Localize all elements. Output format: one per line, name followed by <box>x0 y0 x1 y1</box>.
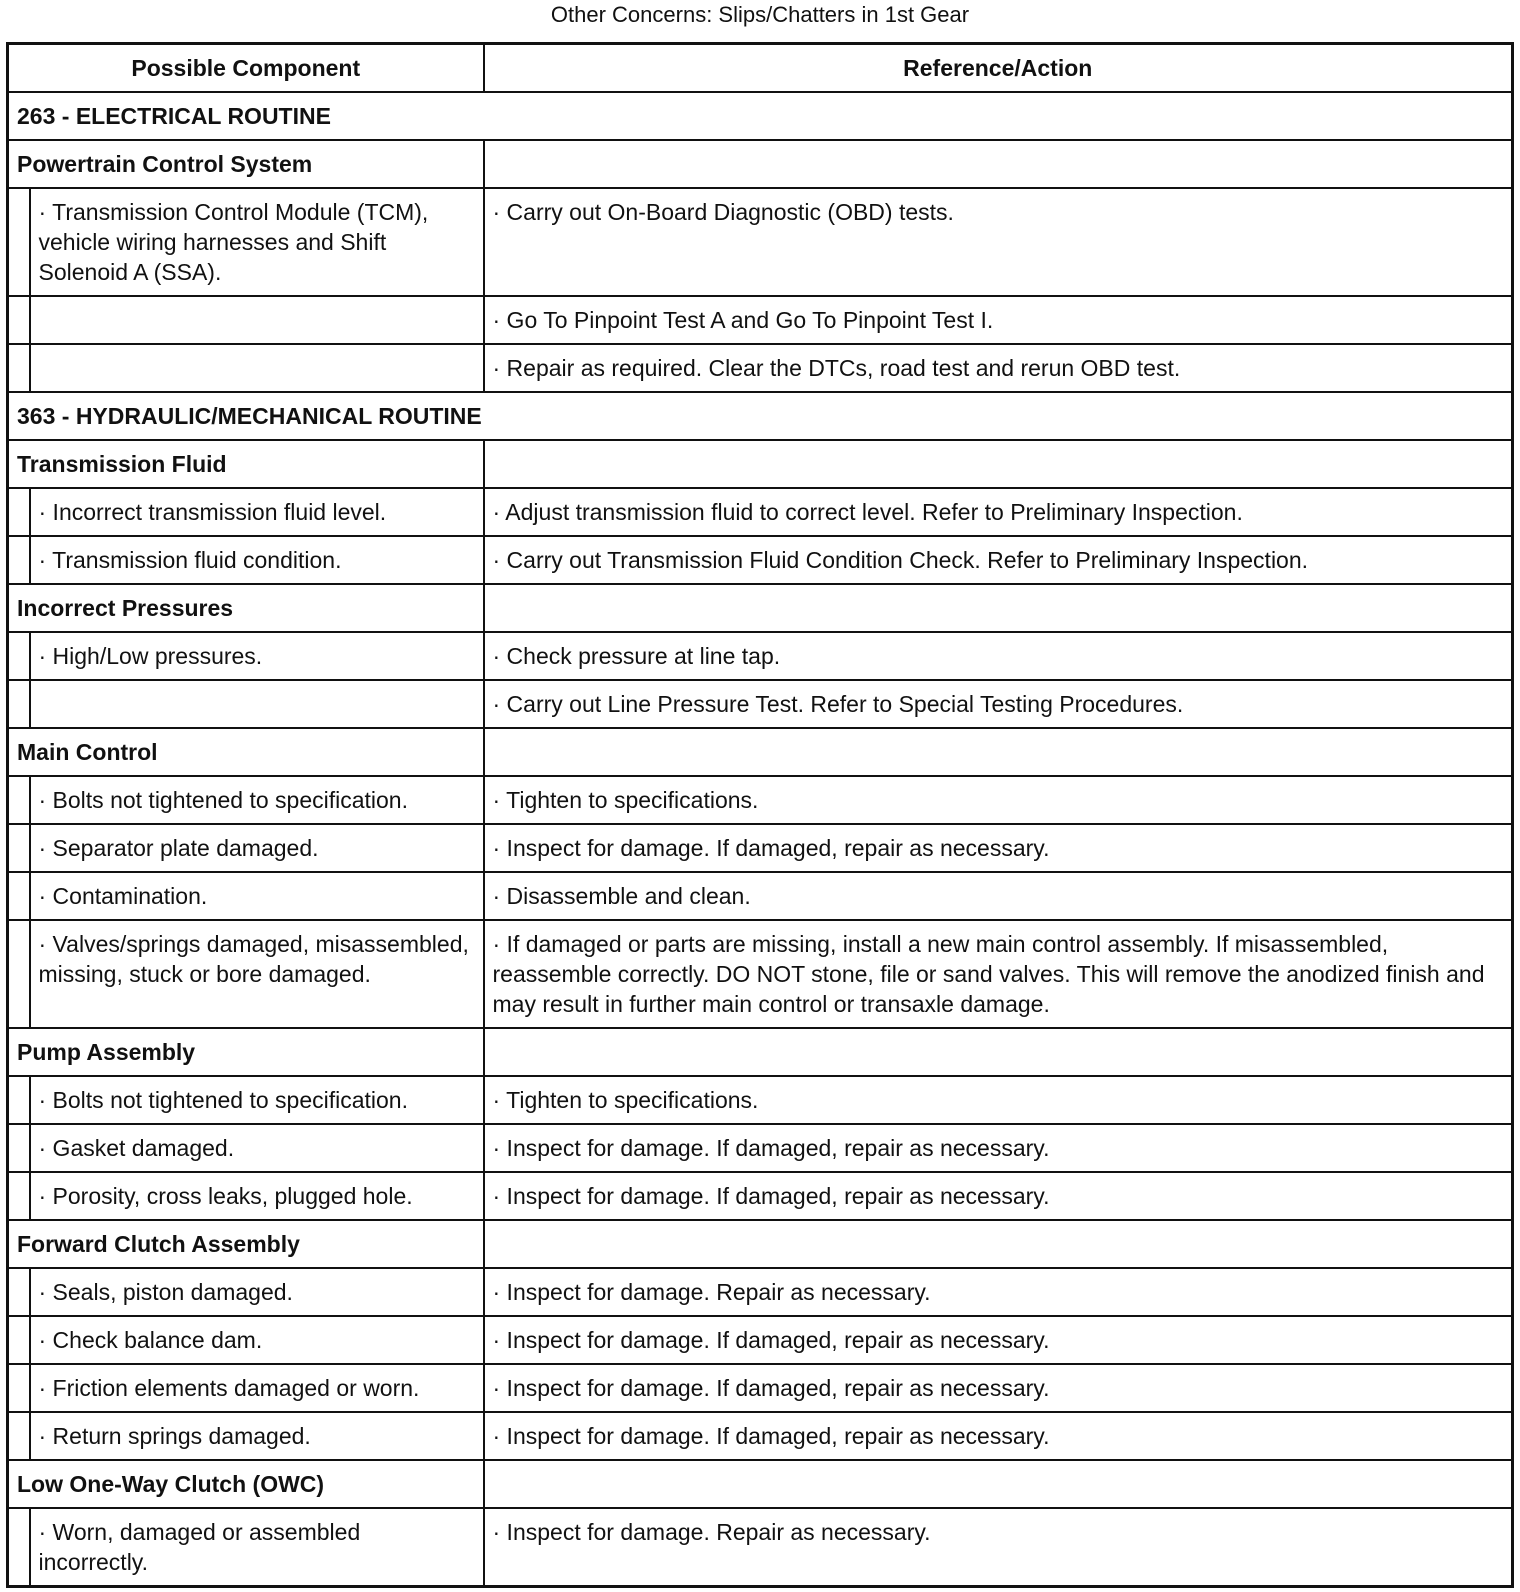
category-title: Main Control <box>8 728 484 776</box>
indent-cell <box>8 488 30 536</box>
category-title: Forward Clutch Assembly <box>8 1220 484 1268</box>
category-row <box>8 1220 1513 1268</box>
category-action-cell <box>484 584 1513 632</box>
category-action-cell <box>484 1028 1513 1076</box>
action-cell: · Inspect for damage. If damaged, repair as necessary. <box>484 1364 1513 1412</box>
indent-cell <box>8 1172 30 1220</box>
indent-cell <box>8 824 30 872</box>
component-cell: · Contamination. <box>30 872 484 920</box>
action-cell: · Inspect for damage. Repair as necessary. <box>484 1268 1513 1316</box>
table-row <box>8 1172 1513 1220</box>
table-row <box>8 536 1513 584</box>
table-row <box>8 1124 1513 1172</box>
indent-cell <box>8 1316 30 1364</box>
table-body <box>8 92 1513 1587</box>
indent-cell <box>8 1508 30 1587</box>
component-cell: · Seals, piston damaged. <box>30 1268 484 1316</box>
table-row <box>8 872 1513 920</box>
action-cell: · Carry out Transmission Fluid Condition Check. Refer to Preliminary Inspection. <box>484 536 1513 584</box>
section-row <box>8 92 1513 140</box>
diagnosis-table <box>6 42 1514 1588</box>
action-cell: · Inspect for damage. If damaged, repair as necessary. <box>484 1316 1513 1364</box>
category-action-cell <box>484 140 1513 188</box>
component-cell: · High/Low pressures. <box>30 632 484 680</box>
table-row <box>8 1508 1513 1587</box>
component-cell: · Porosity, cross leaks, plugged hole. <box>30 1172 484 1220</box>
table-header-row <box>8 44 1513 93</box>
table-row <box>8 680 1513 728</box>
action-cell: · Go To Pinpoint Test A and Go To Pinpoint Test I. <box>484 296 1513 344</box>
table-row <box>8 1268 1513 1316</box>
action-cell: · Carry out On-Board Diagnostic (OBD) tests. <box>484 188 1513 296</box>
component-cell <box>30 680 484 728</box>
component-cell: · Friction elements damaged or worn. <box>30 1364 484 1412</box>
table-row <box>8 344 1513 392</box>
table-row <box>8 296 1513 344</box>
indent-cell <box>8 632 30 680</box>
category-row <box>8 140 1513 188</box>
category-row <box>8 440 1513 488</box>
component-cell <box>30 296 484 344</box>
action-cell: · Check pressure at line tap. <box>484 632 1513 680</box>
action-cell: · Adjust transmission fluid to correct level. Refer to Preliminary Inspection. <box>484 488 1513 536</box>
table-row <box>8 1076 1513 1124</box>
category-title: Powertrain Control System <box>8 140 484 188</box>
action-cell: · Inspect for damage. Repair as necessary. <box>484 1508 1513 1587</box>
indent-cell <box>8 188 30 296</box>
action-cell: · Inspect for damage. If damaged, repair as necessary. <box>484 1124 1513 1172</box>
table-row <box>8 632 1513 680</box>
indent-cell <box>8 1412 30 1460</box>
indent-cell <box>8 1124 30 1172</box>
indent-cell <box>8 296 30 344</box>
header-possible-component: Possible Component <box>8 44 484 93</box>
component-cell: · Transmission Control Module (TCM), vehicle wiring harnesses and Shift Solenoid A (SSA). <box>30 188 484 296</box>
category-action-cell <box>484 1220 1513 1268</box>
section-title: 363 - HYDRAULIC/MECHANICAL ROUTINE <box>8 392 1513 440</box>
indent-cell <box>8 536 30 584</box>
header-reference-action: Reference/Action <box>484 44 1513 93</box>
component-cell: · Separator plate damaged. <box>30 824 484 872</box>
section-row <box>8 392 1513 440</box>
category-title: Pump Assembly <box>8 1028 484 1076</box>
component-cell: · Return springs damaged. <box>30 1412 484 1460</box>
indent-cell <box>8 776 30 824</box>
component-cell: · Gasket damaged. <box>30 1124 484 1172</box>
category-row <box>8 1028 1513 1076</box>
action-cell: · Repair as required. Clear the DTCs, road test and rerun OBD test. <box>484 344 1513 392</box>
table-row <box>8 1316 1513 1364</box>
section-title: 263 - ELECTRICAL ROUTINE <box>8 92 1513 140</box>
component-cell: · Check balance dam. <box>30 1316 484 1364</box>
component-cell: · Incorrect transmission fluid level. <box>30 488 484 536</box>
action-cell: · If damaged or parts are missing, install a new main control assembly. If misassembled, reassemble correctly. DO NOT stone, file or sand valves. This will remove the anodized finish and may result in further main control or transaxle damage. <box>484 920 1513 1028</box>
table-row <box>8 1364 1513 1412</box>
action-cell: · Inspect for damage. If damaged, repair as necessary. <box>484 1412 1513 1460</box>
component-cell <box>30 344 484 392</box>
table-row <box>8 1412 1513 1460</box>
category-row <box>8 728 1513 776</box>
action-cell: · Carry out Line Pressure Test. Refer to Special Testing Procedures. <box>484 680 1513 728</box>
table-row <box>8 824 1513 872</box>
action-cell: · Inspect for damage. If damaged, repair as necessary. <box>484 824 1513 872</box>
category-action-cell <box>484 440 1513 488</box>
action-cell: · Inspect for damage. If damaged, repair as necessary. <box>484 1172 1513 1220</box>
indent-cell <box>8 872 30 920</box>
action-cell: · Disassemble and clean. <box>484 872 1513 920</box>
category-row <box>8 1460 1513 1508</box>
component-cell: · Valves/springs damaged, misassembled, missing, stuck or bore damaged. <box>30 920 484 1028</box>
category-title: Transmission Fluid <box>8 440 484 488</box>
table-row <box>8 488 1513 536</box>
component-cell: · Bolts not tightened to specification. <box>30 776 484 824</box>
table-row <box>8 920 1513 1028</box>
component-cell: · Worn, damaged or assembled incorrectly. <box>30 1508 484 1587</box>
component-cell: · Bolts not tightened to specification. <box>30 1076 484 1124</box>
indent-cell <box>8 1076 30 1124</box>
category-row <box>8 584 1513 632</box>
indent-cell <box>8 680 30 728</box>
indent-cell <box>8 344 30 392</box>
indent-cell <box>8 1268 30 1316</box>
page-title: Other Concerns: Slips/Chatters in 1st Gear <box>550 2 970 27</box>
category-title: Incorrect Pressures <box>8 584 484 632</box>
category-action-cell <box>484 728 1513 776</box>
category-action-cell <box>484 1460 1513 1508</box>
indent-cell <box>8 1364 30 1412</box>
action-cell: · Tighten to specifications. <box>484 1076 1513 1124</box>
component-cell: · Transmission fluid condition. <box>30 536 484 584</box>
action-cell: · Tighten to specifications. <box>484 776 1513 824</box>
category-title: Low One-Way Clutch (OWC) <box>8 1460 484 1508</box>
indent-cell <box>8 920 30 1028</box>
table-row <box>8 188 1513 296</box>
table-row <box>8 776 1513 824</box>
